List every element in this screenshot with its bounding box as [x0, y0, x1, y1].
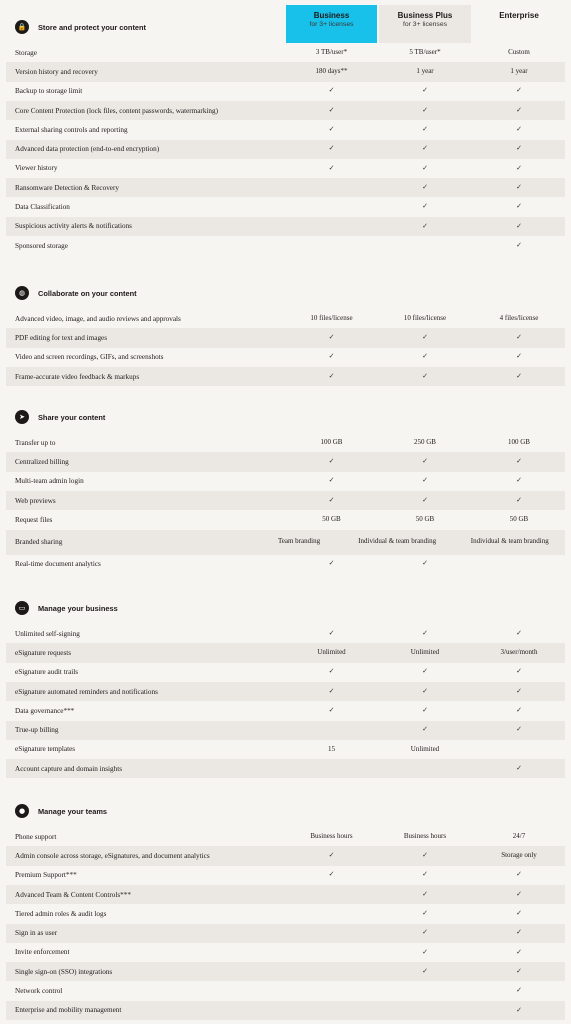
feature-label: Sponsored storage [15, 241, 68, 250]
table-row [6, 43, 565, 62]
check-icon: ✓ [516, 333, 522, 342]
table-row [6, 624, 565, 643]
feature-label: Admin console across storage, eSignatures, and document analytics [15, 851, 210, 860]
table-row [6, 721, 565, 740]
check-icon: ✓ [516, 457, 522, 466]
feature-label: Multi-team admin login [15, 477, 84, 486]
feature-value [286, 924, 377, 943]
check-icon: ✓ [516, 495, 522, 504]
feature-value [286, 217, 377, 236]
check-icon: ✓ [516, 476, 522, 485]
feature-value [286, 885, 377, 904]
feature-label: Suspicious activity alerts & notifications [15, 222, 132, 231]
feature-label: Ransomware Detection & Recovery [15, 183, 119, 192]
check-icon: ✓ [516, 125, 522, 134]
check-icon: ✓ [516, 966, 522, 975]
feature-value: Storage only [501, 851, 537, 860]
feature-value [286, 721, 377, 740]
check-icon: ✓ [422, 476, 428, 485]
table-row [6, 472, 565, 491]
feature-value: Custom [508, 47, 530, 56]
column-name: Business [313, 11, 350, 20]
check-icon: ✓ [516, 86, 522, 95]
feature-label: Video and screen recordings, GIFs, and screenshots [15, 353, 164, 362]
table-row [6, 643, 565, 662]
lock-icon: 🔒 [15, 20, 29, 34]
table-row [6, 217, 565, 236]
table-row [6, 510, 565, 529]
feature-label: eSignature automated reminders and notifications [15, 687, 158, 696]
feature-label: Backup to storage limit [15, 87, 83, 96]
feature-value [473, 555, 565, 574]
check-icon: ✓ [516, 202, 522, 211]
check-icon: ✓ [422, 725, 428, 734]
feature-label: Advanced Team & Content Controls*** [15, 890, 131, 899]
feature-label: True-up billing [15, 726, 59, 735]
check-icon: ✓ [516, 686, 522, 695]
check-icon: ✓ [328, 352, 335, 361]
check-icon: ✓ [328, 86, 335, 95]
feature-value [379, 1001, 471, 1020]
feature-value: 50 GB [322, 515, 341, 524]
column-name: Enterprise [499, 11, 539, 20]
feature-value: Unlimited [410, 744, 440, 753]
check-icon: ✓ [516, 182, 522, 191]
globe-icon: ◍ [15, 286, 29, 300]
feature-value: 1 year [416, 67, 434, 76]
feature-value: 180 days** [315, 67, 348, 76]
team-icon: ● [15, 804, 29, 818]
feature-value: 250 GB [414, 437, 436, 446]
table-row [6, 759, 565, 778]
feature-label: Viewer history [15, 164, 58, 173]
check-icon: ✓ [328, 706, 335, 715]
check-icon: ✓ [328, 628, 335, 637]
check-icon: ✓ [422, 928, 428, 937]
section-title-text: Collaborate on your content [38, 288, 137, 298]
table-row [6, 981, 565, 1000]
table-row [6, 433, 565, 452]
check-icon: ✓ [328, 870, 335, 879]
check-icon: ✓ [422, 352, 428, 361]
check-icon: ✓ [516, 628, 522, 637]
check-icon: ✓ [516, 352, 522, 361]
check-icon: ✓ [516, 706, 522, 715]
check-icon: ✓ [516, 928, 522, 937]
feature-label: Transfer up to [15, 438, 56, 447]
table-row [6, 904, 565, 923]
feature-value: Business hours [403, 831, 447, 840]
check-icon: ✓ [422, 144, 428, 153]
table-row [6, 178, 565, 197]
section-title [6, 597, 118, 619]
column-header-business [286, 5, 377, 43]
section-title [6, 800, 107, 822]
check-icon: ✓ [328, 559, 335, 568]
feature-label: Phone support [15, 832, 57, 841]
section-title [6, 406, 105, 428]
check-icon: ✓ [422, 559, 428, 568]
section-title [6, 282, 137, 304]
table-row [6, 740, 565, 759]
table-row [6, 701, 565, 720]
feature-value: Business hours [310, 831, 353, 840]
feature-label: Premium Support*** [15, 871, 77, 880]
check-icon: ✓ [328, 333, 335, 342]
check-icon: ✓ [328, 163, 335, 172]
table-row [6, 962, 565, 981]
table-row [6, 885, 565, 904]
check-icon: ✓ [422, 457, 428, 466]
feature-value [286, 178, 377, 197]
feature-value [286, 236, 377, 255]
feature-value: Team branding [277, 537, 321, 546]
check-icon: ✓ [328, 686, 335, 695]
table-row [6, 120, 565, 139]
feature-label: Advanced video, image, and audio reviews and approvals [15, 314, 181, 323]
check-icon: ✓ [422, 889, 428, 898]
column-subtitle: for 3+ licenses [402, 21, 447, 28]
check-icon: ✓ [328, 125, 335, 134]
feature-label: Request files [15, 515, 53, 524]
column-name: Business Plus [397, 11, 453, 20]
check-icon: ✓ [516, 947, 522, 956]
feature-label: Version history and recovery [15, 67, 98, 76]
check-icon: ✓ [516, 889, 522, 898]
feature-value: 15 [328, 744, 335, 753]
feature-value [286, 981, 377, 1000]
feature-value: 10 files/license [310, 313, 353, 322]
check-icon: ✓ [516, 909, 522, 918]
column-header-enterprise [473, 5, 565, 43]
feature-label: Frame-accurate video feedback & markups [15, 372, 140, 381]
table-row [6, 236, 565, 255]
check-icon: ✓ [328, 371, 335, 380]
feature-value: Individual & team branding [358, 537, 437, 546]
table-row [6, 348, 565, 367]
check-icon: ✓ [516, 725, 522, 734]
check-icon: ✓ [328, 667, 335, 676]
feature-value [286, 197, 377, 216]
section-title [6, 16, 146, 38]
feature-label: External sharing controls and reporting [15, 125, 128, 134]
section-title-text: Manage your business [38, 603, 118, 613]
feature-value: 50 GB [415, 515, 435, 524]
table-row [6, 555, 565, 574]
feature-label: Branded sharing [15, 538, 63, 546]
check-icon: ✓ [422, 495, 428, 504]
folder-icon: ▭ [15, 601, 29, 615]
feature-label: Sign in as user [15, 929, 58, 938]
feature-value: 10 files/license [403, 313, 447, 322]
feature-label: Data governance*** [15, 706, 75, 715]
feature-value: 100 GB [508, 437, 530, 446]
table-row [6, 140, 565, 159]
check-icon: ✓ [422, 706, 428, 715]
feature-value: 5 TB/user* [409, 47, 441, 56]
check-icon: ✓ [422, 182, 428, 191]
table-row [6, 943, 565, 962]
feature-value [286, 962, 377, 981]
feature-value [286, 943, 377, 962]
table-row [6, 452, 565, 471]
feature-label: Tiered admin roles & audit logs [15, 909, 107, 918]
check-icon: ✓ [422, 333, 428, 342]
check-icon: ✓ [422, 870, 428, 879]
table-row [6, 197, 565, 216]
table-row [6, 663, 565, 682]
check-icon: ✓ [516, 240, 522, 249]
feature-value: 1 year [510, 67, 528, 76]
feature-value [379, 981, 471, 1000]
check-icon: ✓ [516, 163, 522, 172]
section-title-text: Manage your teams [38, 806, 108, 816]
check-icon: ✓ [328, 105, 335, 114]
feature-label: Centralized billing [15, 457, 69, 466]
feature-value [473, 740, 565, 759]
feature-label: PDF editing for text and images [15, 333, 108, 342]
table-row [6, 827, 565, 846]
check-icon: ✓ [422, 947, 428, 956]
feature-label: Web previews [15, 496, 56, 505]
feature-label: eSignature templates [15, 745, 76, 754]
feature-label: Data Classification [15, 203, 70, 212]
table-row [6, 328, 565, 347]
table-row [6, 530, 565, 555]
section-title-text: Store and protect your content [38, 22, 146, 32]
check-icon: ✓ [328, 144, 335, 153]
check-icon: ✓ [422, 163, 428, 172]
feature-label: Network control [15, 987, 63, 996]
check-icon: ✓ [516, 986, 522, 995]
feature-value [379, 759, 471, 778]
feature-value: 4 files/license [499, 313, 539, 322]
check-icon: ✓ [516, 371, 522, 380]
feature-value [286, 904, 377, 923]
column-subtitle: for 3+ licenses [309, 21, 354, 28]
check-icon: ✓ [422, 125, 428, 134]
section-title-text: Share your content [38, 412, 106, 422]
feature-value [286, 1001, 377, 1020]
feature-value: 3 TB/user* [315, 47, 348, 56]
check-icon: ✓ [422, 851, 428, 860]
feature-value: 100 GB [320, 437, 343, 446]
feature-label: Real-time document analytics [15, 560, 101, 569]
table-row [6, 846, 565, 865]
feature-label: Advanced data protection (end-to-end encryption) [15, 145, 160, 154]
feature-label: Account capture and domain insights [15, 764, 122, 773]
check-icon: ✓ [516, 1005, 522, 1014]
table-row [6, 101, 565, 120]
table-row [6, 491, 565, 510]
check-icon: ✓ [516, 870, 522, 879]
feature-value: Unlimited [317, 648, 346, 657]
feature-label: Storage [15, 48, 37, 57]
check-icon: ✓ [422, 628, 428, 637]
check-icon: ✓ [422, 221, 428, 230]
check-icon: ✓ [328, 851, 335, 860]
check-icon: ✓ [516, 221, 522, 230]
feature-value: Individual & team branding [470, 537, 549, 546]
table-row [6, 1001, 565, 1020]
table-row [6, 367, 565, 386]
feature-label: Unlimited self-signing [15, 629, 80, 638]
feature-value [286, 759, 377, 778]
check-icon: ✓ [328, 457, 335, 466]
check-icon: ✓ [422, 371, 428, 380]
check-icon: ✓ [516, 763, 522, 772]
feature-label: Single sign-on (SSO) integrations [15, 967, 113, 976]
feature-label: Enterprise and mobility management [15, 1006, 122, 1015]
table-row [6, 682, 565, 701]
feature-label: Invite enforcement [15, 948, 70, 957]
check-icon: ✓ [422, 86, 428, 95]
column-header-business-plus [379, 5, 471, 43]
feature-value: Unlimited [410, 648, 440, 657]
check-icon: ✓ [328, 495, 335, 504]
check-icon: ✓ [516, 667, 522, 676]
table-row [6, 309, 565, 328]
check-icon: ✓ [516, 105, 522, 114]
feature-value: 3/user/month [500, 648, 538, 657]
check-icon: ✓ [422, 202, 428, 211]
feature-value: 50 GB [509, 515, 529, 524]
feature-value [379, 236, 471, 255]
table-row [6, 82, 565, 101]
table-row [6, 159, 565, 178]
check-icon: ✓ [422, 105, 428, 114]
check-icon: ✓ [516, 144, 522, 153]
check-icon: ✓ [328, 476, 335, 485]
feature-label: eSignature requests [15, 648, 72, 657]
feature-value: 24/7 [512, 831, 526, 840]
check-icon: ✓ [422, 686, 428, 695]
feature-label: eSignature audit trails [15, 668, 79, 677]
paper-plane-icon: ➤ [15, 410, 29, 424]
table-row [6, 924, 565, 943]
table-row [6, 62, 565, 81]
check-icon: ✓ [422, 966, 428, 975]
feature-label: Core Content Protection (lock files, content passwords, watermarking) [15, 106, 218, 115]
table-row [6, 866, 565, 885]
check-icon: ✓ [422, 667, 428, 676]
check-icon: ✓ [422, 909, 428, 918]
